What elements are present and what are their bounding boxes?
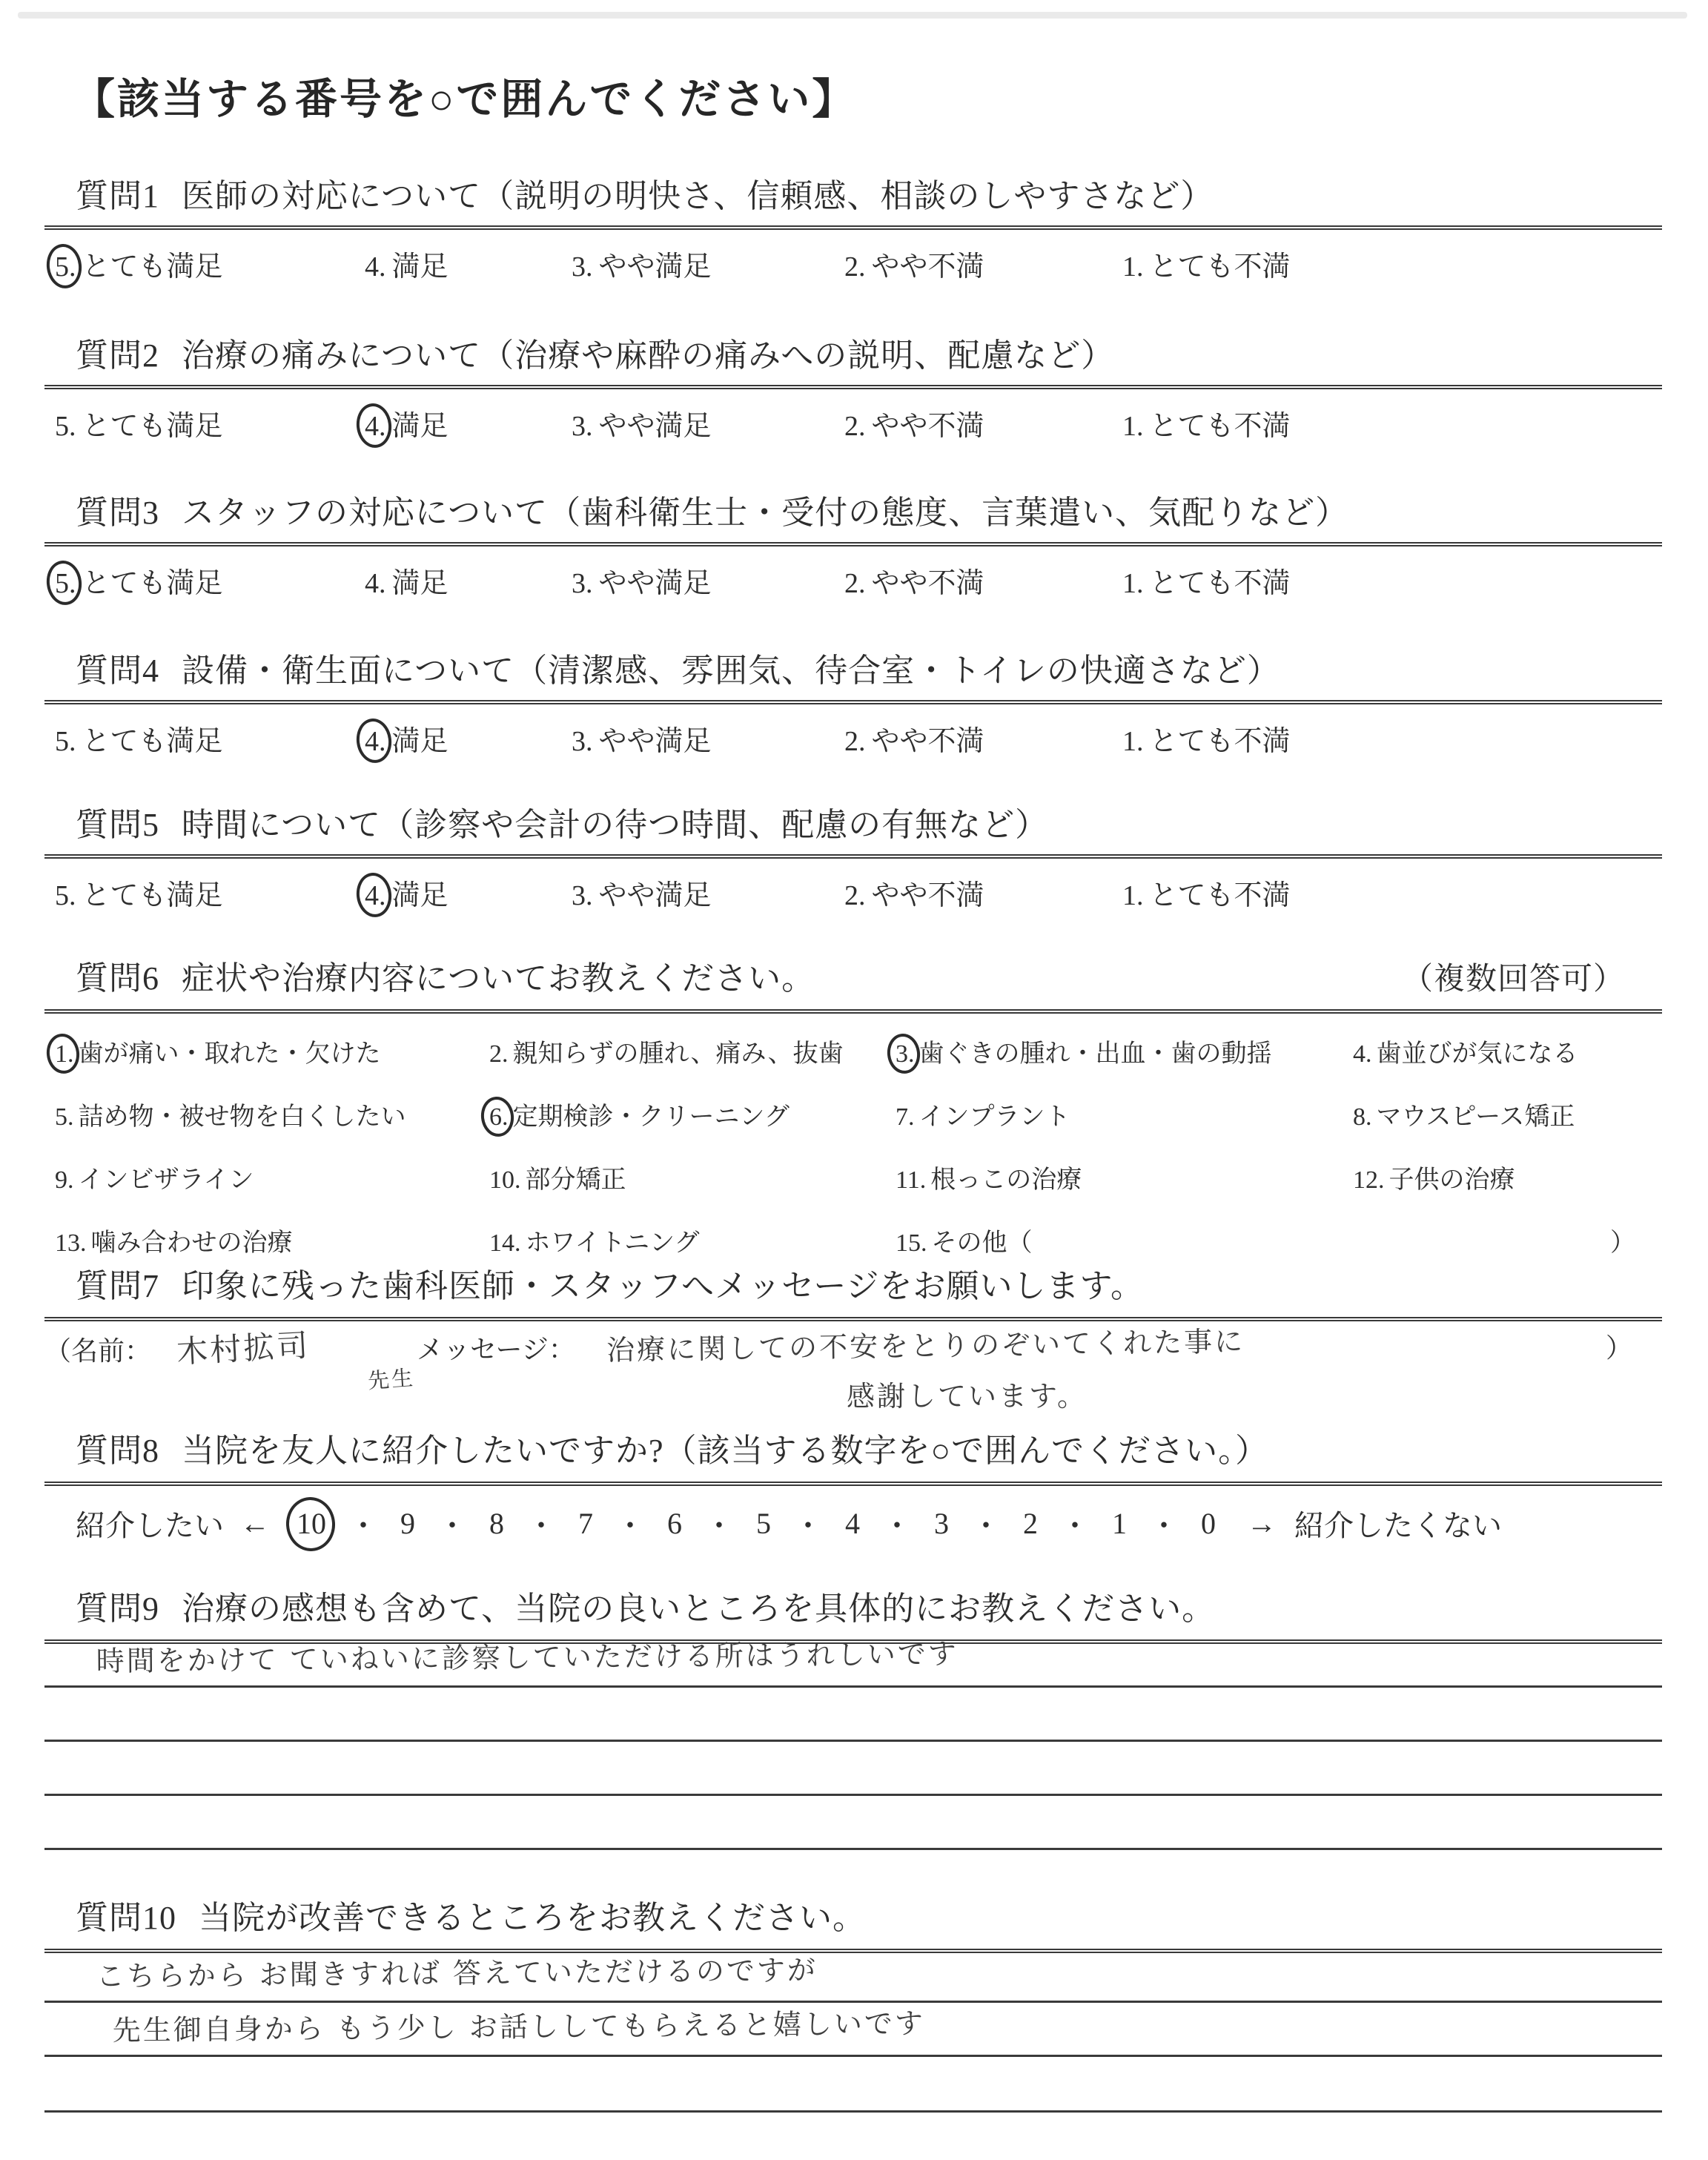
left-arrow-icon: ← <box>240 1507 270 1540</box>
option-number: 1. <box>1122 880 1144 911</box>
option <box>572 403 844 443</box>
option-row <box>55 872 1708 913</box>
scale-number: 9 <box>400 1507 415 1540</box>
option-number: 1. <box>1122 251 1144 283</box>
question-block-3 <box>0 486 1708 601</box>
selected-circle: 5. <box>55 568 76 599</box>
option-row <box>55 403 1708 443</box>
option-number: 1. <box>1122 411 1144 442</box>
option <box>365 560 572 601</box>
question-number: 質問9 <box>76 1591 159 1627</box>
option <box>55 243 365 284</box>
option-label: 歯ぐきの腫れ・出血・歯の動揺 <box>918 1040 1272 1068</box>
scale-separator: ・ <box>1060 1509 1090 1542</box>
option-number: 11. <box>896 1166 927 1194</box>
selected-circle: 10 <box>297 1507 326 1540</box>
option-label: とても満足 <box>82 251 223 283</box>
symptom-option <box>896 1033 1353 1069</box>
option-label: とても不満 <box>1149 411 1291 442</box>
option-label: とても不満 <box>1149 880 1291 911</box>
symptom-option <box>489 1159 896 1195</box>
option-number: 3. <box>572 411 593 442</box>
scale-number: 6 <box>667 1507 682 1540</box>
selected-circle: 1. <box>55 1040 74 1068</box>
option-number: 4. <box>365 251 386 283</box>
scale-number: 1 <box>1112 1507 1127 1540</box>
question-topic: 設備・衛生面について（清潔感、雰囲気、待合室・トイレの快適さなど） <box>182 653 1280 689</box>
symptom-option <box>1353 1033 1646 1069</box>
option-label: やや満足 <box>598 568 712 599</box>
option-number: 2. <box>844 251 866 283</box>
option-number: 2. <box>844 568 866 599</box>
question-topic: 当院を友人に紹介したいですか?（該当する数字を○で囲んでください。） <box>182 1433 1269 1469</box>
name-label: （名前： <box>44 1336 152 1366</box>
question-heading <box>76 798 1708 845</box>
scale-number: 5 <box>756 1507 771 1540</box>
answer-line <box>44 2057 1662 2113</box>
option-number: 3. <box>572 568 593 599</box>
symptom-options-grid <box>55 1033 1646 1258</box>
option-label: やや不満 <box>871 726 984 757</box>
question-number: 質問8 <box>76 1433 159 1469</box>
divider-line <box>44 700 1662 704</box>
symptom-option <box>55 1033 489 1069</box>
symptom-option-other <box>896 1222 1353 1258</box>
option-label: やや不満 <box>871 568 984 599</box>
answer-line <box>44 2113 1662 2160</box>
option-label: やや満足 <box>598 251 712 283</box>
symptom-option <box>489 1222 896 1258</box>
message-label: メッセージ： <box>417 1335 575 1364</box>
option-label: やや満足 <box>598 411 712 442</box>
other-close-paren: ） <box>1610 1229 1635 1257</box>
option-label: インビザライン <box>78 1166 254 1194</box>
scale-number: 0 <box>1201 1507 1216 1540</box>
option <box>1122 872 1291 913</box>
option-number: 5. <box>55 411 76 442</box>
option-label: 満足 <box>391 726 448 757</box>
scale-number: 4 <box>845 1507 860 1540</box>
question-topic: 治療の感想も含めて、当院の良いところを具体的にお教えください。 <box>182 1591 1216 1627</box>
option-number: 4. <box>365 568 386 599</box>
divider-line <box>44 385 1662 389</box>
scale-number: 3 <box>934 1507 949 1540</box>
handwritten-answer: 時間をかけて ていねいに診察していただける所はうれしいです <box>96 1637 959 1678</box>
scale-separator: ・ <box>615 1509 645 1542</box>
symptom-option <box>896 1096 1353 1132</box>
answer-lines <box>44 1637 1662 1850</box>
option <box>365 403 572 443</box>
scale-separator: ・ <box>882 1509 912 1542</box>
option <box>572 718 844 759</box>
option-label: 噛み合わせの治療 <box>90 1229 293 1257</box>
question-block-10 <box>0 1891 1708 2160</box>
selected-circle: 4. <box>365 726 386 757</box>
question-number: 質問10 <box>76 1900 176 1936</box>
right-arrow-icon: → <box>1247 1507 1277 1540</box>
question-number: 質問2 <box>76 337 159 374</box>
scale-number: 7 <box>578 1507 593 1540</box>
handwritten-name: 木村拡司 <box>175 1327 311 1370</box>
question-topic: 時間について（診察や会計の待つ時間、配慮の有無など） <box>182 807 1049 843</box>
option <box>844 718 1122 759</box>
question-block-8 <box>0 1424 1708 1545</box>
symptom-option <box>55 1096 489 1132</box>
option-label: 満足 <box>391 251 448 283</box>
option-number: 13. <box>55 1229 87 1257</box>
selected-circle: 4. <box>365 880 386 911</box>
question-topic: スタッフの対応について（歯科衛生士・受付の態度、言葉遣い、気配りなど） <box>182 495 1349 531</box>
option <box>844 403 1122 443</box>
option <box>55 872 365 913</box>
selected-circle: 4. <box>365 411 386 442</box>
symptom-option <box>489 1096 896 1132</box>
option <box>365 872 572 913</box>
option-label: 根っこの治療 <box>930 1166 1082 1194</box>
option-number: 2. <box>844 880 866 911</box>
option <box>365 718 572 759</box>
scale-number: 8 <box>489 1507 504 1540</box>
option <box>55 560 365 601</box>
question-number: 質問7 <box>76 1268 159 1304</box>
divider-line <box>44 854 1662 859</box>
option-number: 3. <box>572 726 593 757</box>
option-label: インプラント <box>918 1103 1070 1131</box>
selected-circle: 5. <box>55 251 76 283</box>
recommend-scale-row <box>76 1502 1708 1545</box>
option-label: 部分矯正 <box>525 1166 626 1194</box>
answer-lines <box>44 1953 1662 2160</box>
question-heading <box>76 1891 1708 1938</box>
option-number: 3. <box>572 251 593 283</box>
handwritten-answer-line2: 先生御自身から もう少し お話ししてもらえると嬉しいです <box>112 2007 926 2047</box>
option-number: 2. <box>489 1040 509 1068</box>
option-number: 5. <box>55 1103 74 1131</box>
option-label: やや満足 <box>598 726 712 757</box>
option-label: 歯並びが気になる <box>1376 1040 1578 1068</box>
option-number: 2. <box>844 726 866 757</box>
option <box>572 872 844 913</box>
question-block-9 <box>0 1582 1708 1850</box>
option-label: とても満足 <box>82 411 223 442</box>
option-number: 2. <box>844 411 866 442</box>
answer-line <box>44 1688 1662 1742</box>
option-label: やや満足 <box>598 880 712 911</box>
form-title: 【該当する番号を○で囲んでください】 <box>73 76 857 123</box>
question-topic: 治療の痛みについて（治療や麻酔の痛みへの説明、配慮など） <box>182 337 1115 374</box>
scale-right-label: 紹介したくない <box>1294 1509 1502 1542</box>
question-block-5 <box>0 798 1708 913</box>
scale-separator: ・ <box>704 1509 734 1542</box>
handwritten-answer-line1: こちらから お聞きすれば 答えていただけるのですが <box>96 1953 818 1993</box>
question-topic: 医師の対応について（説明の明快さ、信頼感、相談のしやすさなど） <box>182 178 1214 214</box>
option-number: 4. <box>1353 1040 1372 1068</box>
option-number: 5. <box>55 726 76 757</box>
option-label: とても不満 <box>1149 251 1291 283</box>
scale-separator: ・ <box>971 1509 1001 1542</box>
question-block-1 <box>0 169 1708 284</box>
option-label: ホワイトニング <box>525 1229 700 1257</box>
question-topic: 当院が改善できるところをお教えください。 <box>199 1900 866 1936</box>
option-number: 10. <box>489 1166 521 1194</box>
option <box>572 243 844 284</box>
divider-line <box>44 1009 1662 1014</box>
option-label: とても不満 <box>1149 568 1291 599</box>
question-number: 質問4 <box>76 653 159 689</box>
option-row <box>55 718 1708 759</box>
option-number: 3. <box>572 880 593 911</box>
option-row <box>55 560 1708 601</box>
question-topic: 症状や治療内容についてお教えください。 <box>182 960 815 997</box>
option <box>365 243 572 284</box>
question-heading <box>76 1424 1708 1471</box>
handwritten-honorific: 先生 <box>366 1364 417 1394</box>
closing-paren: ） <box>1606 1333 1633 1363</box>
option-label: 満足 <box>391 568 448 599</box>
option-label: 満足 <box>391 880 448 911</box>
answer-line <box>44 1637 1662 1688</box>
multiple-answers-note: （複数回答可） <box>1401 962 1625 997</box>
symptom-option <box>55 1159 489 1195</box>
option-label: やや不満 <box>871 880 984 911</box>
option-label: 子供の治療 <box>1388 1166 1515 1194</box>
option-label: 親知らずの腫れ、痛み、抜歯 <box>512 1040 844 1068</box>
selected-circle: 3. <box>896 1040 915 1068</box>
option-label: 定期検診・クリーニング <box>512 1103 790 1131</box>
symptom-option <box>896 1159 1353 1195</box>
symptom-option <box>1353 1159 1646 1195</box>
option-number: 15. <box>896 1229 927 1257</box>
question-heading <box>76 1582 1708 1629</box>
option <box>844 560 1122 601</box>
question-block-2 <box>0 328 1708 443</box>
question-number: 質問1 <box>76 178 159 214</box>
selected-circle: 6. <box>489 1103 509 1131</box>
answer-line <box>44 1742 1662 1796</box>
divider-line <box>44 225 1662 230</box>
divider-line <box>44 1317 1662 1321</box>
answer-line <box>44 1796 1662 1850</box>
handwritten-message-line2: 感謝しています。 <box>847 1380 1088 1413</box>
scan-artifact-band <box>18 12 1687 19</box>
option <box>55 718 365 759</box>
question-heading <box>76 1259 1708 1307</box>
question-heading <box>76 951 1708 999</box>
option-number: 12. <box>1353 1166 1385 1194</box>
question-heading <box>76 328 1708 376</box>
answer-line <box>44 1953 1662 2003</box>
option <box>1122 403 1291 443</box>
option-label: とても満足 <box>82 880 223 911</box>
question-heading <box>76 169 1708 217</box>
question-number: 質問5 <box>76 807 159 843</box>
option-label: 歯が痛い・取れた・欠けた <box>78 1040 381 1068</box>
question-number: 質問6 <box>76 960 159 997</box>
divider-line <box>44 542 1662 546</box>
option-number: 9. <box>55 1166 74 1194</box>
option <box>844 872 1122 913</box>
option <box>1122 560 1291 601</box>
scale-separator: ・ <box>348 1509 378 1542</box>
question-block-6 <box>0 951 1708 1258</box>
scale-separator: ・ <box>437 1509 467 1542</box>
question-block-4 <box>0 644 1708 759</box>
answer-line <box>44 2003 1662 2057</box>
option-row <box>55 243 1708 284</box>
option-number: 1. <box>1122 568 1144 599</box>
symptom-option <box>489 1033 896 1069</box>
option-number: 1. <box>1122 726 1144 757</box>
option-label: とても満足 <box>82 726 223 757</box>
option-number: 7. <box>896 1103 915 1131</box>
option <box>572 560 844 601</box>
handwritten-message-line1: 治療に関しての不安をとりのぞいてくれた事に <box>606 1324 1245 1367</box>
option-number: 8. <box>1353 1103 1372 1131</box>
option-label: やや不満 <box>871 411 984 442</box>
symptom-option <box>55 1222 489 1258</box>
option-label: マウスピース矯正 <box>1376 1103 1575 1131</box>
scale-separator: ・ <box>1149 1509 1179 1542</box>
option-number: 5. <box>55 880 76 911</box>
question-number: 質問3 <box>76 495 159 531</box>
divider-line <box>44 1482 1662 1486</box>
scale-number: 2 <box>1023 1507 1038 1540</box>
option-label: その他（ <box>931 1229 1033 1257</box>
question-block-7 <box>0 1259 1708 1441</box>
scale-separator: ・ <box>793 1509 823 1542</box>
option-label: とても不満 <box>1149 726 1291 757</box>
option <box>1122 243 1291 284</box>
scale-separator: ・ <box>526 1509 556 1542</box>
option <box>55 403 365 443</box>
symptom-option <box>1353 1096 1646 1132</box>
option-label: とても満足 <box>82 568 223 599</box>
option-label: 詰め物・被せ物を白くしたい <box>78 1103 406 1131</box>
question-heading <box>76 644 1708 691</box>
question-topic: 印象に残った歯科医師・スタッフへメッセージをお願いします。 <box>182 1268 1144 1304</box>
option <box>1122 718 1291 759</box>
option-label: やや不満 <box>871 251 984 283</box>
option-number: 14. <box>489 1229 521 1257</box>
scale-left-label: 紹介したい <box>76 1509 224 1542</box>
question-heading <box>76 486 1708 533</box>
option-label: 満足 <box>391 411 448 442</box>
option <box>844 243 1122 284</box>
